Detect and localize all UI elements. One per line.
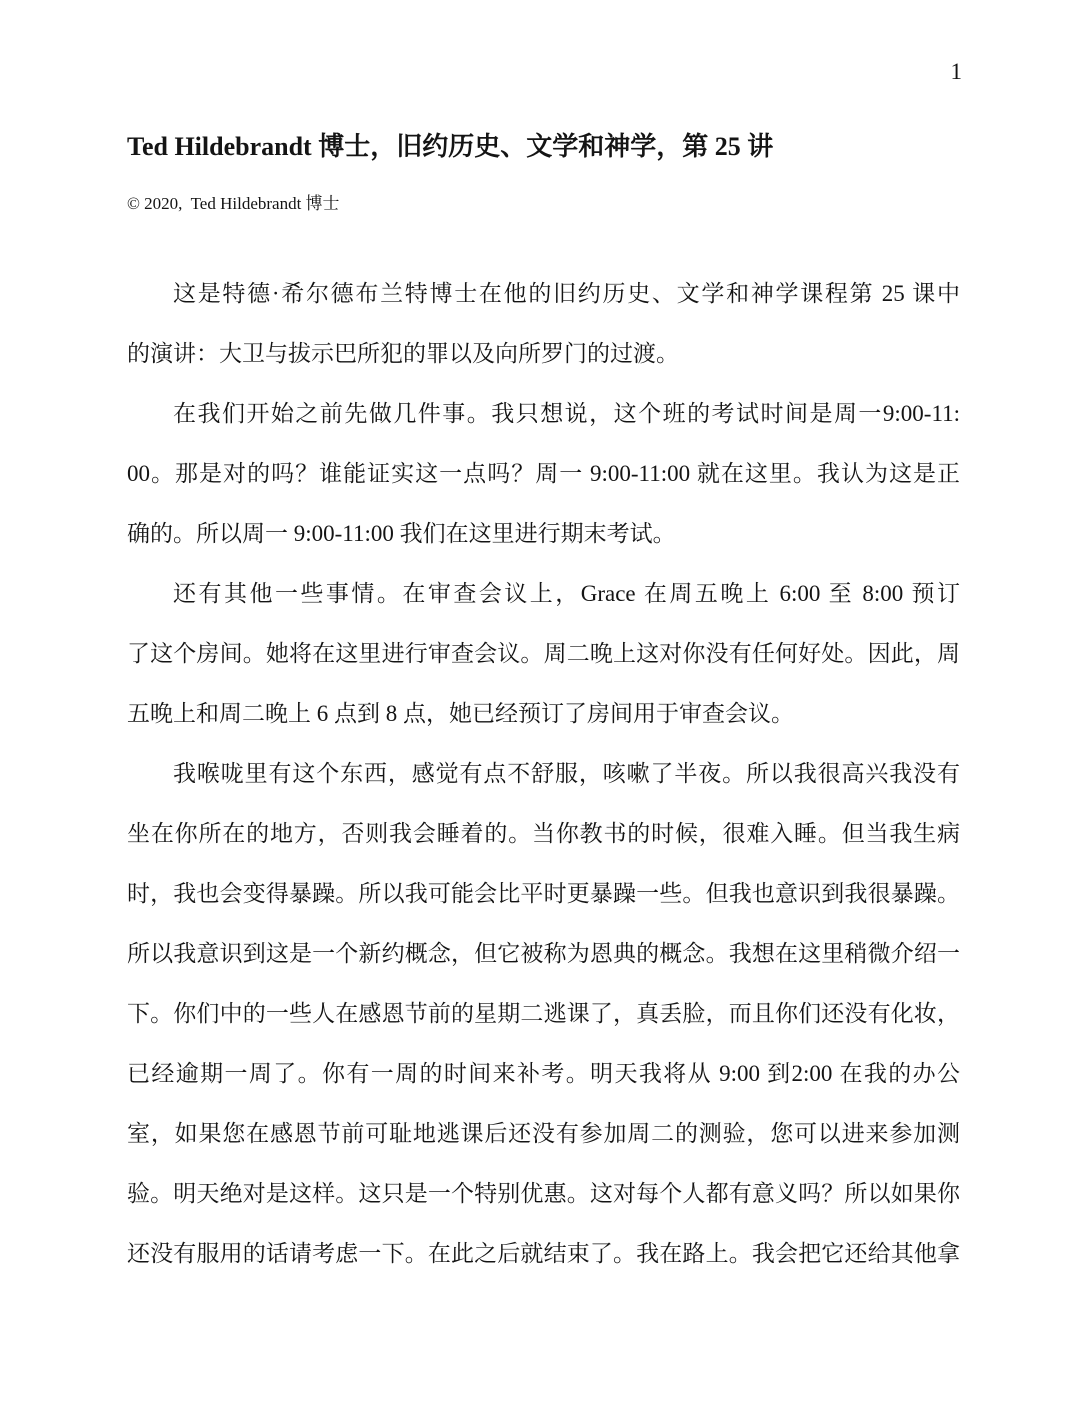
text-line: 我喉咙里有这个东西，感觉有点不舒服，咳嗽了半夜。所以我很高兴我没有 [173,761,960,786]
lecture-transcript [127,264,960,1284]
text-line: 下。你们中的一些人在感恩节前的星期二逃课了，真丢脸，而且你们还没有化妆， [127,1001,960,1026]
paragraph-announcements [127,744,960,1284]
paragraph-review-session [127,564,960,744]
text-line: 在我们开始之前先做几件事。我只想说，这个班的考试时间是周一9:00-11: [173,401,960,426]
document-title: Ted Hildebrandt 博士，旧约历史、文学和神学，第 25 讲 [127,132,774,161]
text-line: 00。那是对的吗？谁能证实这一点吗？周一 9:00-11:00 就在这里。我认为这是正 [127,461,960,486]
text-line: 所以我意识到这是一个新约概念，但它被称为恩典的概念。我想在这里稍微介绍一 [127,941,960,966]
text-line: 的演讲：大卫与拔示巴所犯的罪以及向所罗门的过渡。 [127,341,679,366]
text-line: 室，如果您在感恩节前可耻地逃课后还没有参加周二的测验，您可以进来参加测 [127,1121,960,1146]
page-number: 1 [950,59,962,84]
text-line: 时，我也会变得暴躁。所以我可能会比平时更暴躁一些。但我也意识到我很暴躁。 [127,881,960,906]
text-line: 坐在你所在的地方，否则我会睡着的。当你教书的时候，很难入睡。但当我生病 [127,821,960,846]
text-line: 了这个房间。她将在这里进行审查会议。周二晚上这对你没有任何好处。因此，周 [127,641,960,666]
text-line: 还有其他一些事情。在审查会议上，Grace 在周五晚上 6:00 至 8:00 预订 [173,581,960,606]
copyright-line: © 2020, Ted Hildebrandt 博士 [127,194,340,213]
paragraph-exam-time [127,384,960,564]
text-line: 这是特德·希尔德布兰特博士在他的旧约历史、文学和神学课程第 25 课中 [173,281,960,306]
text-line: 还没有服用的话请考虑一下。在此之后就结束了。我在路上。我会把它还给其他拿 [127,1241,960,1266]
paragraph-intro [127,264,960,384]
text-line: 已经逾期一周了。你有一周的时间来补考。明天我将从 9:00 到2:00 在我的办公 [127,1061,960,1086]
text-line: 五晚上和周二晚上 6 点到 8 点，她已经预订了房间用于审查会议。 [127,701,794,726]
text-line: 确的。所以周一 9:00-11:00 我们在这里进行期末考试。 [127,521,676,546]
text-line: 验。明天绝对是这样。这只是一个特别优惠。这对每个人都有意义吗？所以如果你 [127,1181,960,1206]
